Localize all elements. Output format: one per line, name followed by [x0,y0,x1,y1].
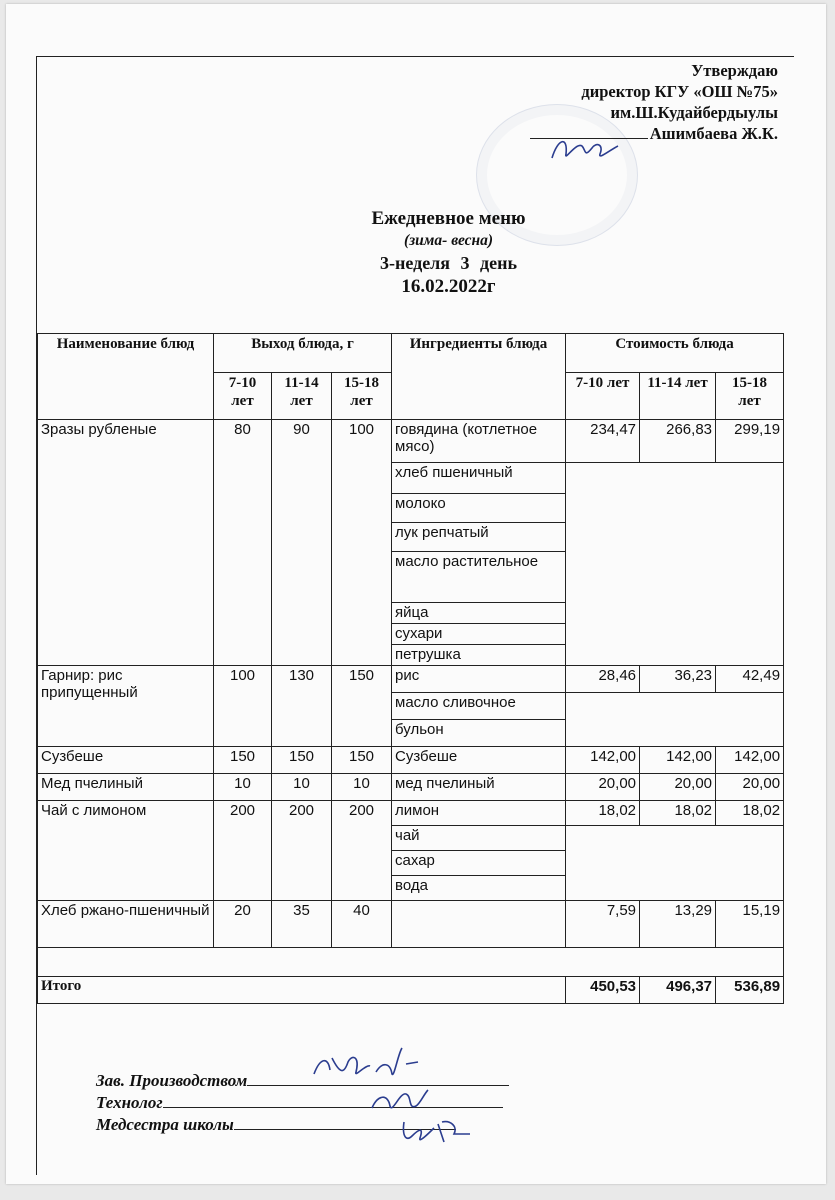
dish-output: 10 [332,774,392,801]
table-row [38,666,784,693]
dish-output: 35 [272,901,332,948]
dish-name: Мед пчелиный [38,774,214,801]
ingredient: сухари [392,624,566,645]
dish-cost: 28,46 [566,666,640,693]
table-row-empty [38,948,784,977]
total-cost: 536,89 [716,977,784,1004]
menu-date: 16.02.2022г [401,276,496,297]
dish-output: 150 [272,747,332,774]
dish-cost: 142,00 [566,747,640,774]
header-output-age2: 11-14 лет [272,373,332,420]
production-manager-label: Зав. Производством [96,1071,248,1090]
total-cost: 450,53 [566,977,640,1004]
dish-cost: 20,00 [566,774,640,801]
table-row [38,420,784,463]
ingredient: Сузбеше [392,747,566,774]
dish-output: 130 [272,666,332,747]
dish-cost: 18,02 [566,801,640,826]
production-signature [306,1044,426,1084]
ingredient: сахар [392,851,566,876]
dish-output: 40 [332,901,392,948]
ingredient [392,901,566,948]
dish-cost: 36,23 [640,666,716,693]
technologist-label: Технолог [96,1093,163,1112]
technologist-signature [366,1082,436,1116]
dish-name: Зразы рубленые [38,420,214,666]
ingredient: рис [392,666,566,693]
header-output-age3: 15-18 лет [332,373,392,420]
dish-cost: 142,00 [640,747,716,774]
title-block [6,207,826,299]
dish-output: 90 [272,420,332,666]
menu-table [37,333,784,1004]
dish-name: Гарнир: рис припущенный [38,666,214,747]
header-output-age1: 7-10 лет [214,373,272,420]
ingredient: молоко [392,494,566,523]
document-page [6,4,826,1184]
dish-cost: 299,19 [716,420,784,463]
approval-position: директор КГУ «ОШ №75» [581,82,778,101]
ingredient: чай [392,826,566,851]
total-row [38,977,784,1004]
dish-cost: 20,00 [716,774,784,801]
technologist-signature-line [163,1107,503,1108]
ingredient: говядина (котлетное мясо) [392,420,566,463]
dish-output: 150 [214,747,272,774]
ingredient: вода [392,876,566,901]
header-ingredients: Ингредиенты блюда [392,334,566,420]
ingredient: масло растительное [392,552,566,603]
dish-cost: 15,19 [716,901,784,948]
nurse-label: Медсестра школы [96,1115,234,1134]
header-cost-age2: 11-14 лет [640,373,716,420]
director-signature [546,128,626,168]
dish-cost: 20,00 [640,774,716,801]
dish-cost: 266,83 [640,420,716,463]
header-cost-age1: 7-10 лет [566,373,640,420]
table-row [38,901,784,948]
dish-name: Хлеб ржано-пшеничный [38,901,214,948]
ingredient: хлеб пшеничный [392,463,566,494]
dish-output: 100 [332,420,392,666]
table-row [38,801,784,826]
header-cost-age3: 15-18 лет [716,373,784,420]
dish-cost: 234,47 [566,420,640,463]
dish-output: 10 [272,774,332,801]
dish-output: 20 [214,901,272,948]
menu-title: Ежедневное меню [371,208,526,229]
dish-cost: 18,02 [640,801,716,826]
menu-week-day: 3-неделя 3 день [379,253,518,273]
dish-cost: 42,49 [716,666,784,693]
dish-cost: 142,00 [716,747,784,774]
dish-cost: 7,59 [566,901,640,948]
ingredient: лимон [392,801,566,826]
approval-school: им.Ш.Кудайбердыулы [610,103,778,122]
dish-output: 200 [332,801,392,901]
director-name: Ашимбаева Ж.К. [649,124,778,143]
ingredient: яйца [392,603,566,624]
dish-name: Чай с лимоном [38,801,214,901]
ingredient: бульон [392,720,566,747]
total-label: Итого [38,977,566,1004]
total-cost: 496,37 [640,977,716,1004]
table-row [38,747,784,774]
dish-output: 150 [332,666,392,747]
dish-name: Сузбеше [38,747,214,774]
dish-output: 80 [214,420,272,666]
nurse-signature [398,1112,478,1146]
dish-output: 100 [214,666,272,747]
dish-output: 200 [272,801,332,901]
ingredient: масло сливочное [392,693,566,720]
dish-cost: 13,29 [640,901,716,948]
header-output: Выход блюда, г [214,334,392,373]
ingredient: лук репчатый [392,523,566,552]
dish-output: 200 [214,801,272,901]
dish-cost: 18,02 [716,801,784,826]
menu-season: (зима- весна) [403,232,494,249]
dish-output: 150 [332,747,392,774]
ingredient: петрушка [392,645,566,666]
dish-output: 10 [214,774,272,801]
header-cost: Стоимость блюда [566,334,784,373]
table-row [38,774,784,801]
approval-title: Утверждаю [691,61,778,80]
ingredient: мед пчелиный [392,774,566,801]
header-dish-name: Наименование блюд [38,334,214,420]
